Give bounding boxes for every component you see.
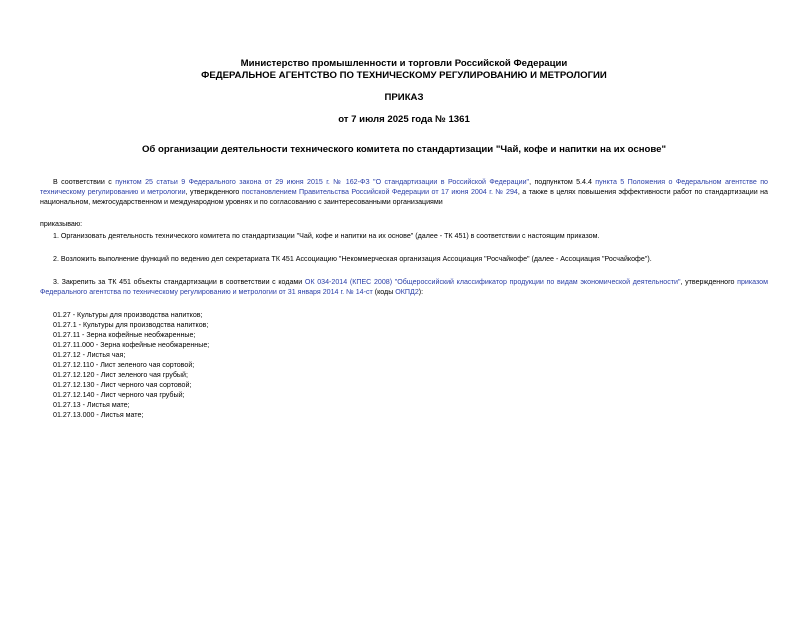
- order-word: приказываю:: [40, 220, 83, 228]
- point-3-text-4: ):: [418, 288, 424, 296]
- code-item: 01.27.1 - Культуры для производства напитков;: [53, 321, 209, 329]
- code-item: 01.27.13.000 - Листья мате;: [53, 411, 144, 419]
- preamble-text-1: В соответствии с: [53, 178, 116, 186]
- code-item: 01.27.12 - Листья чая;: [53, 351, 126, 359]
- preamble-text-3: , утвержденного: [185, 188, 242, 196]
- document-page: [0, 58, 807, 629]
- codes-list: [40, 310, 768, 420]
- point-3: [40, 277, 768, 297]
- code-item: 01.27.11 - Зерна кофейные необжаренные;: [53, 331, 196, 339]
- document-type: ПРИКАЗ: [384, 92, 424, 103]
- ministry-name: Министерство промышленности и торговли Российской Федерации: [240, 58, 568, 69]
- document-title: Об организации деятельности технического комитета по стандартизации "Чай, кофе и напитки на их основе": [141, 144, 667, 155]
- point-3-text-1: 3. Закрепить за ТК 451 объекты стандартизации в соответствии с кодами: [53, 278, 305, 286]
- document-header: [40, 58, 768, 156]
- code-item: 01.27.12.140 - Лист черного чая грубый;: [53, 391, 185, 399]
- point-1: 1. Организовать деятельность технического комитета по стандартизации "Чай, кофе и напитки на их основе" (далее - ТК 451) в соответствии с настоящим приказом.: [53, 232, 600, 240]
- preamble-paragraph: [40, 177, 768, 207]
- rosstandart-order-link[interactable]: приказом Федерального агентства по техническому регулированию и метрологии от 31 января 2014 г. № 14-ст: [40, 278, 768, 296]
- preamble-text-4: , а также в целях повышения эффективности работ по стандартизации на национальном, межгосударственном и международном уровнях и по согласованию с заинтересованными организациями: [40, 188, 769, 206]
- government-decree-link[interactable]: постановлением Правительства Российской Федерации от 17 июня 2004 г. № 294: [241, 188, 518, 196]
- okpd-classifier-link[interactable]: ОК 034-2014 (КПЕС 2008) "Общероссийский классификатор продукции по видам экономической деятельности": [304, 278, 681, 286]
- okpd2-link[interactable]: ОКПД2: [395, 288, 419, 296]
- code-item: 01.27.11.000 - Зерна кофейные необжаренные;: [53, 341, 210, 349]
- federal-law-link[interactable]: пунктом 25 статьи 9 Федерального закона от 29 июня 2015 г. № 162-ФЗ "О стандартизации в Российской Федерации": [115, 178, 530, 186]
- code-item: 01.27.12.130 - Лист черного чая сортовой;: [53, 381, 192, 389]
- agency-regulation-link[interactable]: пункта 5 Положения о Федеральном агентстве по техническому регулированию и метрологии: [40, 178, 769, 196]
- point-3-text-3: (коды: [372, 288, 396, 296]
- code-item: 01.27.12.110 - Лист зеленого чая сортовой;: [53, 361, 195, 369]
- point-2: 2. Возложить выполнение функций по ведению дел секретариата ТК 451 Ассоциацию "Некоммерческая организация Ассоциация "Росчайкофе" (далее - Ассоциация "Росчайкофе").: [53, 255, 652, 263]
- code-item: 01.27.13 - Листья мате;: [53, 401, 130, 409]
- document-body: [40, 177, 768, 420]
- preamble-text-2: , подпунктом 5.4.4: [529, 178, 596, 186]
- code-item: 01.27.12.120 - Лист зеленого чая грубый;: [53, 371, 188, 379]
- document-date-number: от 7 июля 2025 года № 1361: [338, 114, 470, 125]
- agency-name: ФЕДЕРАЛЬНОЕ АГЕНТСТВО ПО ТЕХНИЧЕСКОМУ РЕГУЛИРОВАНИЮ И МЕТРОЛОГИИ: [201, 70, 607, 81]
- point-3-text-2: , утвержденного: [680, 278, 738, 286]
- code-item: 01.27 - Культуры для производства напитков;: [53, 311, 203, 319]
